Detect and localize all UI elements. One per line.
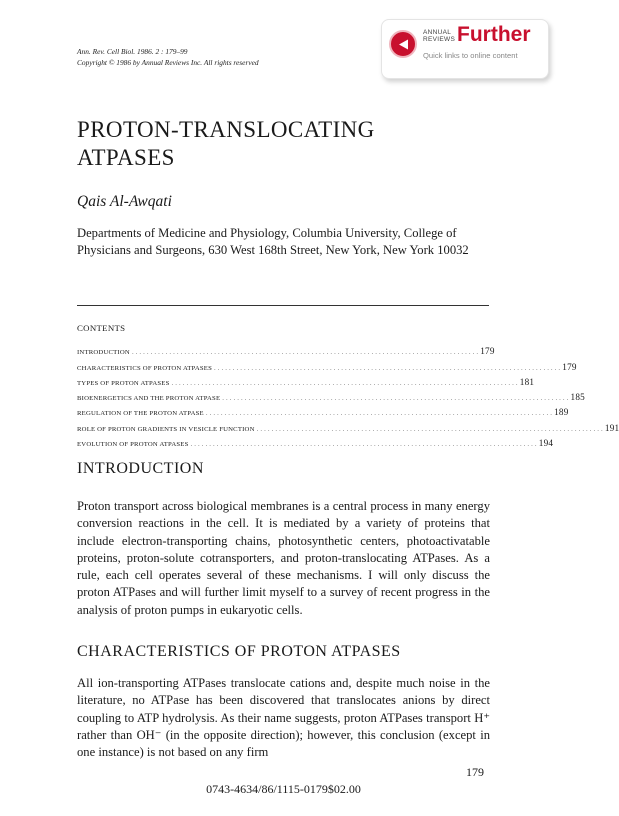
toc-leader: . . . . . . . . . . . . . . . . . . . . . . . . . . . . . . . . . . . . . . . . . . . . . . . . . . . . . . . . . . . . . . . . . . . . . . . . . . . . . . . . . . . . . . . . . . . . .	[171, 379, 518, 387]
toc-item-label: REGULATION OF THE PROTON ATPASE	[77, 410, 204, 418]
toc-item[interactable]	[77, 402, 569, 418]
toc-item[interactable]	[77, 341, 495, 357]
introduction-heading: INTRODUCTION	[77, 460, 204, 477]
toc-item-label: ROLE OF PROTON GRADIENTS IN VESICLE FUNCTION	[77, 425, 255, 433]
author-affiliation: Departments of Medicine and Physiology, Columbia University, College of Physicians and Surgeons, 630 West 168th Street, New York, New York 10032	[77, 226, 469, 257]
toc-item-page: 189	[554, 407, 569, 418]
article-title	[77, 116, 375, 172]
citation-line-1: Ann. Rev. Cell Biol. 1986. 2 : 179–99	[77, 47, 188, 56]
badge-subtitle: Quick links to online content	[423, 51, 518, 60]
citation-line-2: Copyright © 1986 by Annual Reviews Inc. All rights reserved	[77, 58, 259, 67]
toc-item-label: CHARACTERISTICS OF PROTON ATPASES	[77, 364, 212, 372]
toc-leader: . . . . . . . . . . . . . . . . . . . . . . . . . . . . . . . . . . . . . . . . . . . . . . . . . . . . . . . . . . . . . . . . . . . . . . . . . . . . . . . . . . . . . . . . . . . . .	[222, 395, 569, 403]
arrow-left-icon	[389, 30, 417, 58]
toc-leader: . . . . . . . . . . . . . . . . . . . . . . . . . . . . . . . . . . . . . . . . . . . . . . . . . . . . . . . . . . . . . . . . . . . . . . . . . . . . . . . . . . . . . . . . . . . . .	[256, 425, 603, 433]
badge-further-label: Further	[457, 23, 531, 46]
further-badge[interactable]	[381, 19, 549, 79]
toc-item-page: 179	[562, 361, 577, 372]
toc-item-label: INTRODUCTION	[77, 349, 130, 357]
toc-item[interactable]	[77, 417, 619, 433]
title-line-2: ATPASES	[77, 145, 175, 170]
toc-leader: . . . . . . . . . . . . . . . . . . . . . . . . . . . . . . . . . . . . . . . . . . . . . . . . . . . . . . . . . . . . . . . . . . . . . . . . . . . . . . . . . . . . . . . . . . . . .	[190, 441, 537, 449]
toc-leader: . . . . . . . . . . . . . . . . . . . . . . . . . . . . . . . . . . . . . . . . . . . . . . . . . . . . . . . . . . . . . . . . . . . . . . . . . . . . . . . . . . . . . . . . . . . . .	[205, 410, 553, 418]
toc-leader: . . . . . . . . . . . . . . . . . . . . . . . . . . . . . . . . . . . . . . . . . . . . . . . . . . . . . . . . . . . . . . . . . . . . . . . . . . . . . . . . . . . . . . . . . . . . .	[131, 349, 479, 357]
toc-item-page: 185	[570, 392, 585, 403]
badge-reviews-label: REVIEWS	[423, 36, 456, 43]
citation-header	[77, 46, 259, 68]
toc-item-label: BIOENERGETICS AND THE PROTON ATPASE	[77, 395, 221, 403]
characteristics-heading: CHARACTERISTICS OF PROTON ATPASES	[77, 643, 401, 660]
toc-item-page: 179	[480, 346, 495, 357]
toc-item-page: 194	[538, 438, 554, 449]
toc-item[interactable]	[77, 372, 535, 387]
toc-item-page: 181	[519, 376, 535, 387]
page-number: 179	[466, 765, 484, 779]
introduction-paragraph: Proton transport across biological membranes is a central process in many energy conversion reactions in the cell. It is mediated by a variety of proteins that include electron-transporting chains, photosynthetic centers, photoactivatable proteins, proton-solute cotransporters, and proton-translocating ATPases. As a rule, each cell operates several of these mechanisms. I will only discuss the proton ATPases and will further limit myself to a survey of recent progress in the analysis of proton pumps in eukaryotic cells.	[77, 499, 490, 617]
author-name: Qais Al-Awqati	[77, 193, 172, 210]
badge-annual-reviews	[423, 29, 455, 43]
contents-heading: CONTENTS	[77, 323, 126, 333]
toc-item[interactable]	[77, 387, 585, 403]
toc-item[interactable]	[77, 433, 554, 449]
toc-item-label: TYPES OF PROTON ATPASES	[77, 379, 170, 387]
section-divider	[77, 305, 489, 306]
characteristics-paragraph: All ion-transporting ATPases translocate cations and, despite much noise in the literature, no ATPase has been discovered that translocates anions by direct coupling to ATP hydrolysis. As their name suggests, proton ATPases transport H⁺ rather than OH⁻ (in the opposite direction); however, this conclusion (except in one instance) is not based on any firm	[77, 676, 490, 760]
title-line-1: PROTON-TRANSLOCATING	[77, 117, 375, 142]
toc-leader: . . . . . . . . . . . . . . . . . . . . . . . . . . . . . . . . . . . . . . . . . . . . . . . . . . . . . . . . . . . . . . . . . . . . . . . . . . . . . . . . . . . . . . . . . . . . .	[214, 364, 561, 372]
article-code: 0743-4634/86/1115-0179$02.00	[206, 782, 361, 796]
toc-item-label: EVOLUTION OF PROTON ATPASES	[77, 441, 189, 449]
toc-item-page: 191	[604, 422, 619, 433]
table-of-contents	[77, 341, 619, 449]
toc-item[interactable]	[77, 356, 577, 372]
badge-annual-label: ANNUAL	[423, 29, 452, 36]
